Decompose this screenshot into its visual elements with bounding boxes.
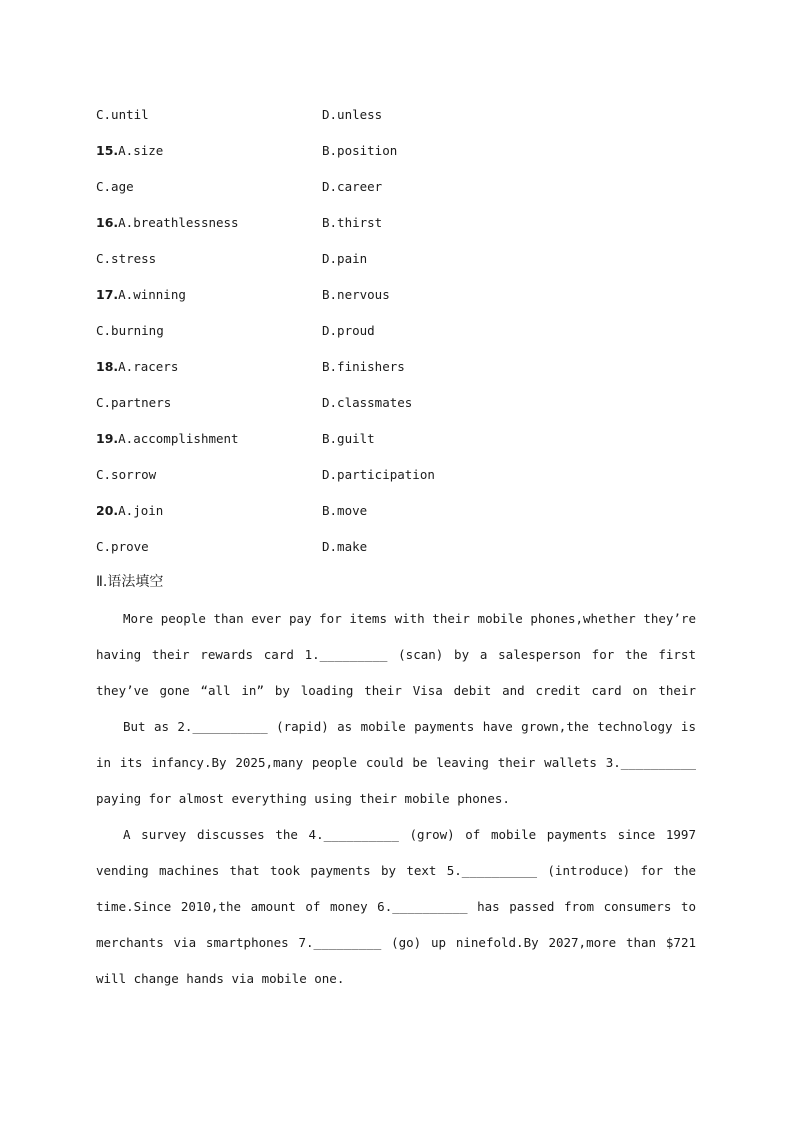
question-number: 17. [96, 287, 119, 302]
option-row [96, 241, 696, 277]
option-right: B.position [322, 143, 398, 158]
option-row [96, 385, 696, 421]
option-right: B.nervous [322, 287, 390, 302]
option-row [96, 205, 696, 241]
option-left [96, 97, 149, 133]
option-row [96, 493, 696, 529]
option-row [96, 97, 696, 133]
question-number: 18. [96, 359, 119, 374]
option-right: D.pain [322, 251, 368, 266]
passage-line: A survey discusses the 4.__________ (grow) of mobile payments since 1997 [123, 827, 696, 842]
option-left [96, 349, 178, 385]
option-right: D.classmates [322, 395, 413, 410]
option-right: B.guilt [322, 431, 375, 446]
option-left [96, 205, 239, 241]
passage-line: time.Since 2010,the amount of money 6.__________ has passed from consumers to [96, 899, 696, 914]
option-left [96, 277, 186, 313]
passage-line: merchants via smartphones 7._________ (go) up ninefold.By 2027,more than $721 [96, 935, 696, 950]
option-a-text: C.age [96, 179, 134, 194]
option-a-text: A.join [118, 503, 164, 518]
question-number: 20. [96, 503, 119, 518]
passage-line: they’ve gone “all in” by loading their Visa debit and credit card on their [96, 683, 696, 698]
option-right: B.move [322, 503, 368, 518]
option-row [96, 313, 696, 349]
option-a-text: A.winning [118, 287, 186, 302]
option-left [96, 313, 164, 349]
option-a-text: C.partners [96, 395, 172, 410]
option-right: D.career [322, 179, 383, 194]
option-left [96, 421, 239, 457]
option-row [96, 277, 696, 313]
question-number: 19. [96, 431, 119, 446]
option-a-text: A.breathlessness [118, 215, 239, 230]
option-row [96, 421, 696, 457]
option-left [96, 385, 171, 421]
option-a-text: A.accomplishment [118, 431, 239, 446]
option-row [96, 349, 696, 385]
question-number: 15. [96, 143, 119, 158]
passage-line: More people than ever pay for items with their mobile phones,whether they’re [123, 611, 696, 626]
passage [96, 601, 696, 997]
passage-line: vending machines that took payments by text 5.__________ (introduce) for the [96, 863, 696, 878]
option-row [96, 133, 696, 169]
option-left [96, 529, 149, 565]
option-right: D.proud [322, 323, 375, 338]
option-a-text: C.stress [96, 251, 157, 266]
option-left [96, 457, 156, 493]
option-row [96, 529, 696, 565]
passage-line: paying for almost everything using their mobile phones. [96, 791, 510, 806]
option-right: D.make [322, 539, 368, 554]
option-row [96, 169, 696, 205]
option-left [96, 493, 163, 529]
question-number: 16. [96, 215, 119, 230]
passage-line: having their rewards card 1._________ (scan) by a salesperson for the first [96, 647, 696, 662]
passage-line: in its infancy.By 2025,many people could be leaving their wallets 3.__________ [96, 755, 696, 770]
option-row [96, 457, 696, 493]
option-left [96, 241, 156, 277]
option-left [96, 133, 163, 169]
option-a-text: C.sorrow [96, 467, 157, 482]
section-title: Ⅱ.语法填空 [96, 574, 164, 590]
answer-options-list [96, 97, 696, 565]
option-a-text: A.size [118, 143, 164, 158]
option-a-text: C.burning [96, 323, 164, 338]
option-a-text: A.racers [118, 359, 179, 374]
option-right: B.finishers [322, 359, 405, 374]
option-left [96, 169, 134, 205]
passage-line: will change hands via mobile one. [96, 971, 345, 986]
option-right: B.thirst [322, 215, 383, 230]
option-right: D.unless [322, 107, 383, 122]
option-right: D.participation [322, 467, 435, 482]
option-a-text: C.prove [96, 539, 149, 554]
passage-line: But as 2.__________ (rapid) as mobile payments have grown,the technology is [123, 719, 696, 734]
option-a-text: C.until [96, 107, 149, 122]
